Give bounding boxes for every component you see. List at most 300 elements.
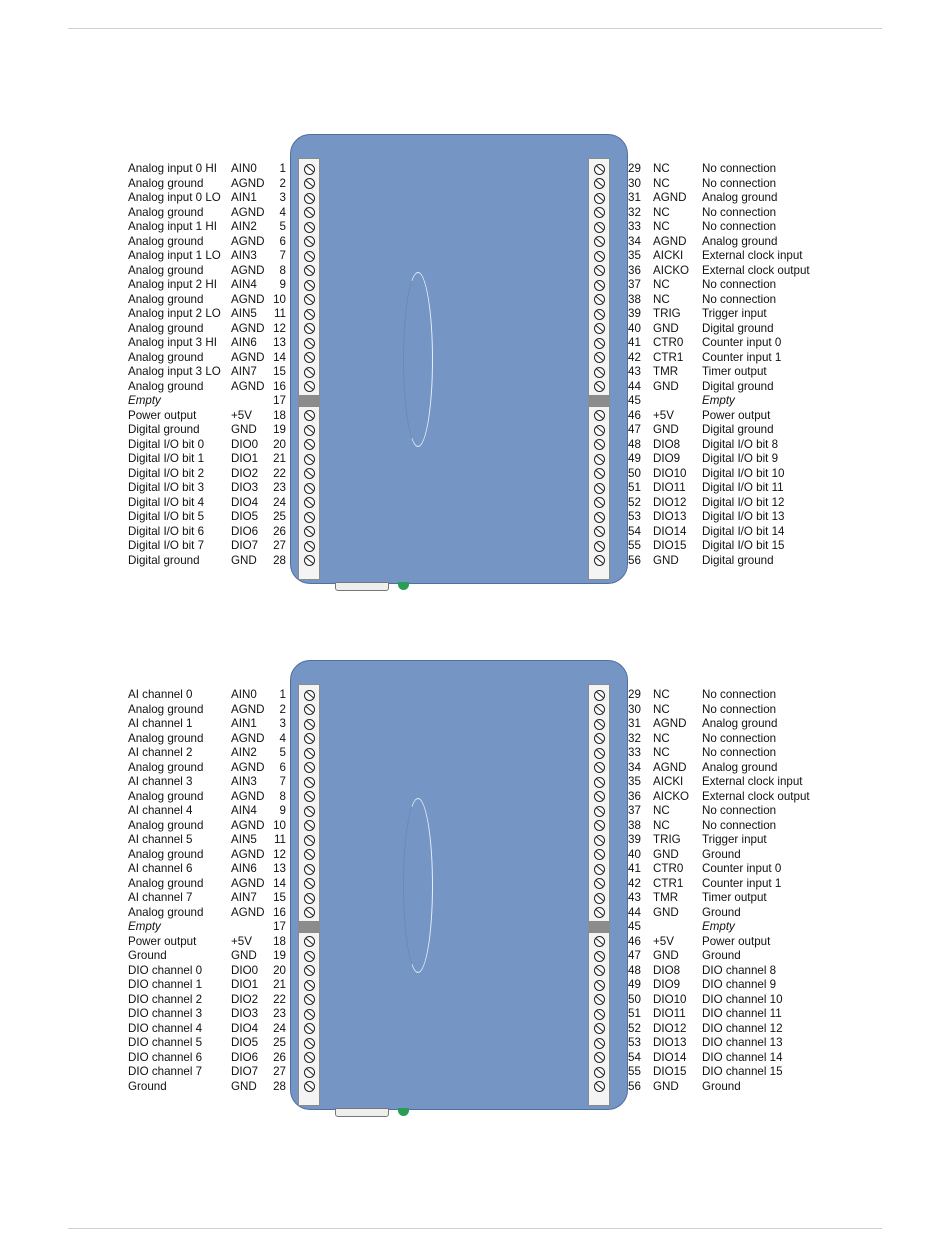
pin-number: 47	[628, 949, 641, 962]
pin-description: DIO channel 3	[128, 1007, 203, 1020]
screw-terminal-icon	[594, 762, 605, 773]
pin-number: 27	[273, 1065, 286, 1078]
screw-terminal-icon	[304, 541, 315, 552]
device-oval	[403, 272, 433, 447]
screw-terminal-icon	[594, 207, 605, 218]
screw-terminal-icon	[304, 907, 315, 918]
pin-number: 49	[628, 452, 641, 465]
pin-description: External clock output	[702, 789, 810, 803]
pin-signal: AGND	[231, 176, 265, 190]
pin-signal: GND	[653, 847, 679, 861]
pin-number: 38	[628, 818, 641, 832]
pin-signal: DIO10	[653, 992, 687, 1006]
status-led	[398, 582, 409, 590]
pin-signal: AIN2	[231, 746, 257, 759]
pin-description: No connection	[702, 688, 777, 701]
pin-number: 45	[628, 394, 641, 407]
pin-number: 15	[273, 891, 286, 904]
screw-terminal-icon	[594, 555, 605, 566]
pin-description: DIO channel 11	[702, 1007, 782, 1020]
screw-terminal-icon	[304, 512, 315, 523]
terminal-gap-left	[298, 396, 320, 406]
pin-description: Empty	[702, 920, 735, 933]
pin-signal: GND	[653, 321, 679, 335]
pin-number: 19	[273, 423, 286, 436]
pin-description: Counter input 0	[702, 336, 782, 349]
usb-connector	[335, 582, 389, 591]
pin-description: Digital I/O bit 11	[702, 481, 784, 494]
pin-signal: AICKI	[653, 775, 684, 788]
screw-terminal-icon	[594, 425, 605, 436]
screw-terminal-icon	[304, 791, 315, 802]
pin-description: Analog ground	[128, 379, 204, 393]
pin-signal: AGND	[231, 234, 265, 248]
pin-number: 17	[273, 920, 286, 933]
pin-signal: GND	[231, 423, 257, 436]
screw-terminal-icon	[304, 222, 315, 233]
screw-terminal-icon	[594, 280, 605, 291]
pin-number: 51	[628, 1007, 641, 1020]
pin-description: Analog input 0 HI	[128, 162, 217, 175]
pin-description: Digital I/O bit 12	[702, 495, 785, 509]
pin-number: 9	[279, 278, 286, 291]
screw-terminal-icon	[594, 690, 605, 701]
pin-signal: TRIG	[653, 833, 681, 846]
screw-terminal-icon	[304, 251, 315, 262]
pin-description: Ground	[702, 905, 741, 919]
pin-number: 11	[273, 307, 286, 320]
screw-terminal-icon	[594, 1038, 605, 1049]
screw-terminal-icon	[594, 704, 605, 715]
pin-signal: NC	[653, 818, 670, 832]
screw-terminal-icon	[594, 1081, 605, 1092]
screw-terminal-icon	[304, 236, 315, 247]
pin-signal: AGND	[231, 292, 265, 306]
pin-description: Digital I/O bit 14	[702, 524, 785, 538]
screw-terminal-icon	[594, 483, 605, 494]
pin-signal: NC	[653, 176, 670, 190]
screw-terminal-icon	[304, 555, 315, 566]
pin-number: 17	[273, 394, 286, 407]
pin-description: Timer output	[702, 365, 767, 378]
pin-signal: NC	[653, 292, 670, 306]
pin-description: Digital I/O bit 5	[128, 510, 205, 523]
screw-terminal-icon	[304, 468, 315, 479]
pin-description: Power output	[128, 408, 197, 422]
pin-signal: AGND	[653, 234, 687, 248]
pin-signal: CTR1	[653, 350, 684, 364]
pin-description: AI channel 2	[128, 746, 193, 759]
pin-number: 20	[273, 963, 286, 977]
pin-signal: DIO8	[653, 437, 681, 451]
pin-description: No connection	[702, 220, 777, 233]
pin-description: DIO channel 15	[702, 1065, 783, 1078]
pin-signal: TMR	[653, 365, 679, 378]
screw-terminal-icon	[304, 265, 315, 276]
screw-terminal-icon	[594, 777, 605, 788]
pin-description: Power output	[702, 934, 771, 948]
pin-description: External clock input	[702, 249, 803, 262]
pin-signal: NC	[653, 746, 670, 759]
screw-terminal-icon	[594, 893, 605, 904]
pin-description: Analog ground	[128, 263, 204, 277]
pin-description: Analog input 1 HI	[128, 220, 217, 233]
pin-number: 4	[279, 731, 286, 745]
pin-signal: NC	[653, 162, 670, 175]
pin-number: 41	[628, 336, 641, 349]
pin-signal: CTR0	[653, 862, 684, 875]
pin-signal: DIO4	[231, 1021, 259, 1035]
pin-description: No connection	[702, 818, 777, 832]
screw-terminal-icon	[594, 410, 605, 421]
screw-terminal-icon	[304, 207, 315, 218]
pin-signal: +5V	[653, 934, 674, 948]
pin-signal: DIO7	[231, 539, 259, 552]
pin-number: 1	[279, 688, 286, 701]
pin-number: 44	[628, 379, 641, 393]
pin-signal: NC	[653, 731, 670, 745]
pin-description: Digital ground	[128, 553, 200, 567]
screw-terminal-icon	[594, 820, 605, 831]
pin-number: 8	[279, 789, 286, 803]
pin-number: 33	[628, 220, 641, 233]
pin-signal: DIO15	[653, 1065, 687, 1078]
screw-terminal-icon	[594, 791, 605, 802]
screw-terminal-icon	[594, 367, 605, 378]
pin-number: 36	[628, 789, 641, 803]
screw-terminal-icon	[594, 338, 605, 349]
pin-signal: DIO8	[653, 963, 681, 977]
screw-terminal-icon	[304, 748, 315, 759]
screw-terminal-icon	[304, 1023, 315, 1034]
pin-description: Digital ground	[702, 423, 774, 436]
pin-number: 43	[628, 365, 641, 378]
screw-terminal-icon	[304, 164, 315, 175]
screw-terminal-icon	[594, 178, 605, 189]
pin-description: Analog input 2 HI	[128, 278, 217, 291]
screw-terminal-icon	[594, 1052, 605, 1063]
screw-terminal-icon	[304, 526, 315, 537]
pin-description: Timer output	[702, 891, 767, 904]
pin-signal: DIO11	[653, 481, 686, 494]
pin-description: Empty	[702, 394, 735, 407]
pin-description: Digital I/O bit 4	[128, 495, 205, 509]
pin-description: AI channel 4	[128, 804, 193, 817]
pin-number: 29	[628, 688, 641, 701]
screw-terminal-icon	[304, 878, 315, 889]
pin-description: Analog ground	[128, 234, 204, 248]
pin-description: No connection	[702, 804, 777, 817]
pin-description: DIO channel 14	[702, 1050, 783, 1064]
screw-terminal-icon	[304, 893, 315, 904]
pin-description: DIO channel 8	[702, 963, 777, 977]
pin-number: 49	[628, 978, 641, 991]
pin-signal: DIO2	[231, 992, 259, 1006]
pin-description: Empty	[128, 394, 161, 407]
pin-number: 26	[273, 1050, 286, 1064]
pin-description: Digital I/O bit 10	[702, 466, 785, 480]
screw-terminal-icon	[304, 951, 315, 962]
pin-signal: DIO13	[653, 510, 687, 523]
pin-description: DIO channel 13	[702, 1036, 783, 1049]
pin-description: Analog input 0 LO	[128, 191, 221, 204]
pin-description: AI channel 5	[128, 833, 193, 846]
screw-terminal-icon	[594, 936, 605, 947]
screw-terminal-icon	[594, 878, 605, 889]
pin-signal: AIN3	[231, 249, 257, 262]
pin-description: Ground	[702, 1079, 741, 1093]
pin-number: 23	[273, 1007, 286, 1020]
pin-description: Analog ground	[702, 760, 778, 774]
pin-number: 18	[273, 934, 286, 948]
pin-number: 32	[628, 205, 641, 219]
screw-terminal-icon	[304, 294, 315, 305]
screw-terminal-icon	[594, 1009, 605, 1020]
pin-number: 13	[273, 336, 286, 349]
pin-number: 56	[628, 1079, 641, 1093]
pin-description: Analog ground	[128, 876, 204, 890]
pin-signal: DIO14	[653, 1050, 687, 1064]
screw-terminal-icon	[304, 704, 315, 715]
pin-signal: AIN0	[231, 688, 257, 701]
pin-description: Analog ground	[128, 205, 204, 219]
pin-signal: DIO5	[231, 510, 259, 523]
pin-number: 44	[628, 905, 641, 919]
pin-signal: AIN1	[231, 717, 257, 730]
pin-signal: AGND	[653, 760, 687, 774]
screw-terminal-icon	[594, 381, 605, 392]
pin-signal: AGND	[653, 191, 687, 204]
pin-description: Ground	[128, 1079, 167, 1093]
pin-signal: AGND	[231, 847, 265, 861]
screw-terminal-icon	[594, 164, 605, 175]
pin-description: AI channel 0	[128, 688, 193, 701]
pin-number: 48	[628, 437, 641, 451]
pin-description: DIO channel 4	[128, 1021, 203, 1035]
pin-description: DIO channel 1	[128, 978, 203, 991]
screw-terminal-icon	[304, 323, 315, 334]
status-led	[398, 1108, 409, 1116]
screw-terminal-icon	[304, 1038, 315, 1049]
pin-number: 7	[279, 775, 286, 788]
pin-description: No connection	[702, 746, 777, 759]
screw-terminal-icon	[304, 864, 315, 875]
pin-signal: AGND	[231, 379, 265, 393]
pin-description: No connection	[702, 176, 777, 190]
pin-description: DIO channel 5	[128, 1036, 203, 1049]
pin-number: 21	[273, 978, 286, 991]
pin-description: Counter input 1	[702, 876, 782, 890]
pin-description: No connection	[702, 205, 777, 219]
screw-terminal-icon	[594, 980, 605, 991]
pin-description: No connection	[702, 702, 777, 716]
pin-signal: AGND	[653, 717, 687, 730]
pin-number: 26	[273, 524, 286, 538]
pin-number: 28	[273, 1079, 286, 1093]
pin-signal: DIO3	[231, 481, 259, 494]
pin-description: Digital I/O bit 15	[702, 539, 785, 552]
device-body	[290, 660, 628, 1110]
pin-number: 47	[628, 423, 641, 436]
pin-number: 41	[628, 862, 641, 875]
screw-terminal-icon	[594, 497, 605, 508]
pin-number: 50	[628, 466, 641, 480]
pin-number: 23	[273, 481, 286, 494]
pin-number: 2	[279, 176, 286, 190]
screw-terminal-icon	[304, 936, 315, 947]
pin-number: 40	[628, 847, 641, 861]
pin-description: AI channel 1	[128, 717, 193, 730]
pin-number: 30	[628, 702, 641, 716]
pin-number: 9	[279, 804, 286, 817]
pin-number: 43	[628, 891, 641, 904]
pin-signal: AGND	[231, 702, 265, 716]
pin-signal: DIO1	[231, 978, 259, 991]
pin-signal: DIO2	[231, 466, 259, 480]
screw-terminal-icon	[594, 907, 605, 918]
pin-description: Ground	[702, 847, 741, 861]
pin-number: 38	[628, 292, 641, 306]
pin-signal: GND	[231, 949, 257, 962]
pin-number: 34	[628, 234, 641, 248]
screw-terminal-icon	[594, 454, 605, 465]
pin-signal: DIO0	[231, 437, 259, 451]
pin-number: 37	[628, 278, 641, 291]
pin-signal: DIO3	[231, 1007, 259, 1020]
pin-description: Trigger input	[702, 307, 767, 320]
screw-terminal-icon	[594, 468, 605, 479]
pin-description: DIO channel 9	[702, 978, 777, 991]
pin-signal: NC	[653, 688, 670, 701]
pin-number: 28	[273, 553, 286, 567]
usb-connector	[335, 1108, 389, 1117]
pin-description: Empty	[128, 920, 161, 933]
pin-signal: DIO4	[231, 495, 259, 509]
pin-description: Analog ground	[702, 234, 778, 248]
pin-description: Digital I/O bit 13	[702, 510, 785, 523]
pin-signal: DIO12	[653, 1021, 687, 1035]
pin-signal: AIN3	[231, 775, 257, 788]
screw-terminal-icon	[594, 1067, 605, 1078]
pin-number: 40	[628, 321, 641, 335]
pin-description: Ground	[702, 949, 741, 962]
pin-number: 24	[273, 1021, 286, 1035]
pin-number: 5	[279, 220, 286, 233]
pin-description: AI channel 7	[128, 891, 193, 904]
pin-number: 10	[273, 292, 286, 306]
pin-signal: DIO9	[653, 978, 681, 991]
screw-terminal-icon	[304, 410, 315, 421]
pin-description: Counter input 1	[702, 350, 782, 364]
pin-signal: GND	[231, 1079, 257, 1093]
pin-signal: GND	[653, 553, 679, 567]
pin-signal: AIN5	[231, 833, 257, 846]
screw-terminal-icon	[304, 733, 315, 744]
pin-signal: AICKO	[653, 263, 690, 277]
pin-signal: DIO14	[653, 524, 687, 538]
screw-terminal-icon	[304, 762, 315, 773]
screw-terminal-icon	[594, 541, 605, 552]
pin-signal: DIO10	[653, 466, 687, 480]
device-oval	[403, 798, 433, 973]
pin-signal: AIN4	[231, 804, 257, 817]
pin-signal: DIO15	[653, 539, 687, 552]
screw-terminal-icon	[594, 294, 605, 305]
pin-number: 22	[273, 992, 286, 1006]
screw-terminal-icon	[594, 193, 605, 204]
pin-description: AI channel 3	[128, 775, 193, 788]
pin-number: 12	[273, 847, 286, 861]
pin-description: External clock output	[702, 263, 810, 277]
pin-description: Analog ground	[128, 760, 204, 774]
pin-signal: AIN5	[231, 307, 257, 320]
screw-terminal-icon	[594, 806, 605, 817]
screw-terminal-icon	[304, 178, 315, 189]
pin-description: Analog ground	[128, 818, 204, 832]
pin-number: 53	[628, 1036, 641, 1049]
screw-terminal-icon	[594, 864, 605, 875]
pin-number: 5	[279, 746, 286, 759]
pin-description: Analog ground	[702, 191, 778, 204]
pin-signal: DIO11	[653, 1007, 686, 1020]
pin-signal: AGND	[231, 263, 265, 277]
screw-terminal-icon	[304, 352, 315, 363]
pin-number: 6	[279, 760, 286, 774]
pin-signal: AIN7	[231, 891, 257, 904]
pin-number: 14	[273, 876, 286, 890]
screw-terminal-icon	[304, 820, 315, 831]
pin-description: Digital I/O bit 7	[128, 539, 205, 552]
screw-terminal-icon	[304, 483, 315, 494]
pin-signal: DIO6	[231, 524, 259, 538]
pinout-diagram-1	[0, 134, 950, 594]
pin-number: 30	[628, 176, 641, 190]
pin-number: 19	[273, 949, 286, 962]
screw-terminal-icon	[304, 1081, 315, 1092]
pin-number: 53	[628, 510, 641, 523]
pin-signal: TRIG	[653, 307, 681, 320]
pin-signal: AGND	[231, 731, 265, 745]
pin-number: 55	[628, 539, 641, 552]
pin-signal: NC	[653, 220, 670, 233]
pin-signal: GND	[653, 379, 679, 393]
terminal-gap-right	[588, 396, 610, 406]
pin-description: Analog input 3 HI	[128, 336, 217, 349]
terminal-gap-left	[298, 922, 320, 932]
screw-terminal-icon	[594, 965, 605, 976]
pin-signal: DIO6	[231, 1050, 259, 1064]
pin-number: 6	[279, 234, 286, 248]
screw-terminal-icon	[594, 994, 605, 1005]
pin-signal: GND	[653, 949, 679, 962]
pin-number: 2	[279, 702, 286, 716]
pin-number: 50	[628, 992, 641, 1006]
pin-signal: AIN0	[231, 162, 257, 175]
pin-description: Digital ground	[702, 321, 774, 335]
pin-number: 1	[279, 162, 286, 175]
screw-terminal-icon	[304, 980, 315, 991]
pin-description: Analog input 2 LO	[128, 307, 221, 320]
pin-number: 10	[273, 818, 286, 832]
pin-signal: AGND	[231, 350, 265, 364]
pin-number: 33	[628, 746, 641, 759]
pin-signal: NC	[653, 205, 670, 219]
screw-terminal-icon	[304, 1009, 315, 1020]
pin-signal: GND	[231, 553, 257, 567]
pin-description: Power output	[702, 408, 771, 422]
pin-number: 51	[628, 481, 641, 494]
screw-terminal-icon	[304, 719, 315, 730]
